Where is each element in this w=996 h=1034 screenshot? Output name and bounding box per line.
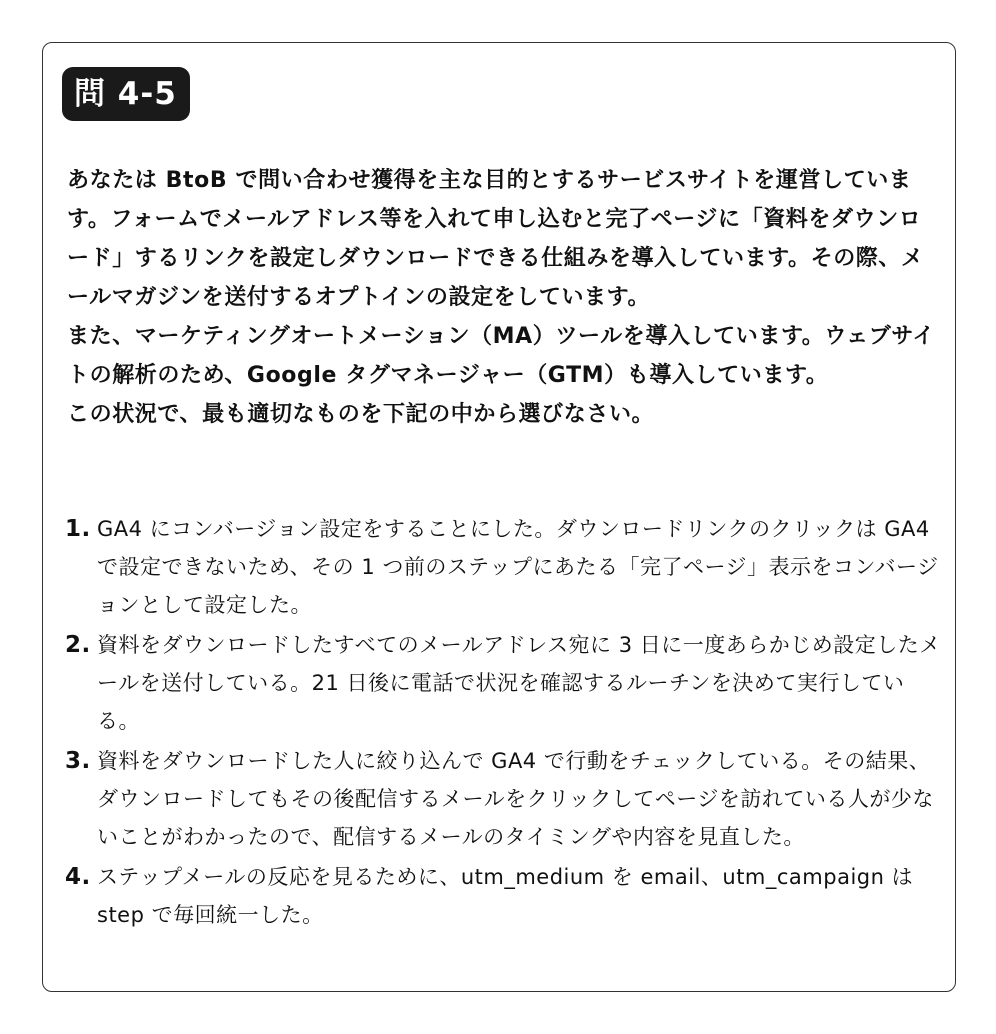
- answer-option-3[interactable]: [65, 742, 941, 856]
- option-text: GA4 にコンバージョン設定をすることにした。ダウンロードリンクのクリックは GA4 で設定できないため、その 1 つ前のステップにあたる「完了ページ」表示をコンバージョンとして設定した。: [97, 517, 939, 617]
- option-text: 資料をダウンロードした人に絞り込んで GA4 で行動をチェックしている。その結果、ダウンロードしてもその後配信するメールをクリックしてページを訪れている人が少ないことがわかったので、配信するメールのタイミングや内容を見直した。: [97, 749, 934, 849]
- answer-option-4[interactable]: [65, 858, 941, 934]
- question-number-badge: 問 4-5: [62, 67, 190, 121]
- option-text: 資料をダウンロードしたすべてのメールアドレス宛に 3 日に一度あらかじめ設定したメールを送付している。21 日後に電話で状況を確認するルーチンを決めて実行している。: [97, 633, 941, 733]
- answer-option-2[interactable]: [65, 626, 941, 740]
- question-text: [67, 161, 941, 434]
- question-card: [42, 42, 956, 992]
- option-number: 3.: [65, 748, 91, 774]
- question-paragraph: この状況で、最も適切なものを下記の中から選びなさい。: [67, 402, 655, 427]
- answer-options: [65, 510, 941, 936]
- option-number: 4.: [65, 864, 91, 890]
- question-paragraph: あなたは BtoB で問い合わせ獲得を主な目的とするサービスサイトを運営しています。フォームでメールアドレス等を入れて申し込むと完了ページに「資料をダウンロード」するリンクを設定しダウンロードできる仕組みを導入しています。その際、メールマガジンを送付するオプトインの設定をしています。: [67, 168, 924, 310]
- answer-option-1[interactable]: [65, 510, 941, 624]
- question-paragraph: また、マーケティングオートメーション（MA）ツールを導入しています。ウェブサイトの解析のため、Google タグマネージャー（GTM）も導入しています。: [67, 324, 935, 388]
- option-number: 1.: [65, 516, 91, 542]
- option-number: 2.: [65, 632, 91, 658]
- option-text: ステップメールの反応を見るために、utm_medium を email、utm_campaign は step で毎回統一した。: [97, 865, 914, 927]
